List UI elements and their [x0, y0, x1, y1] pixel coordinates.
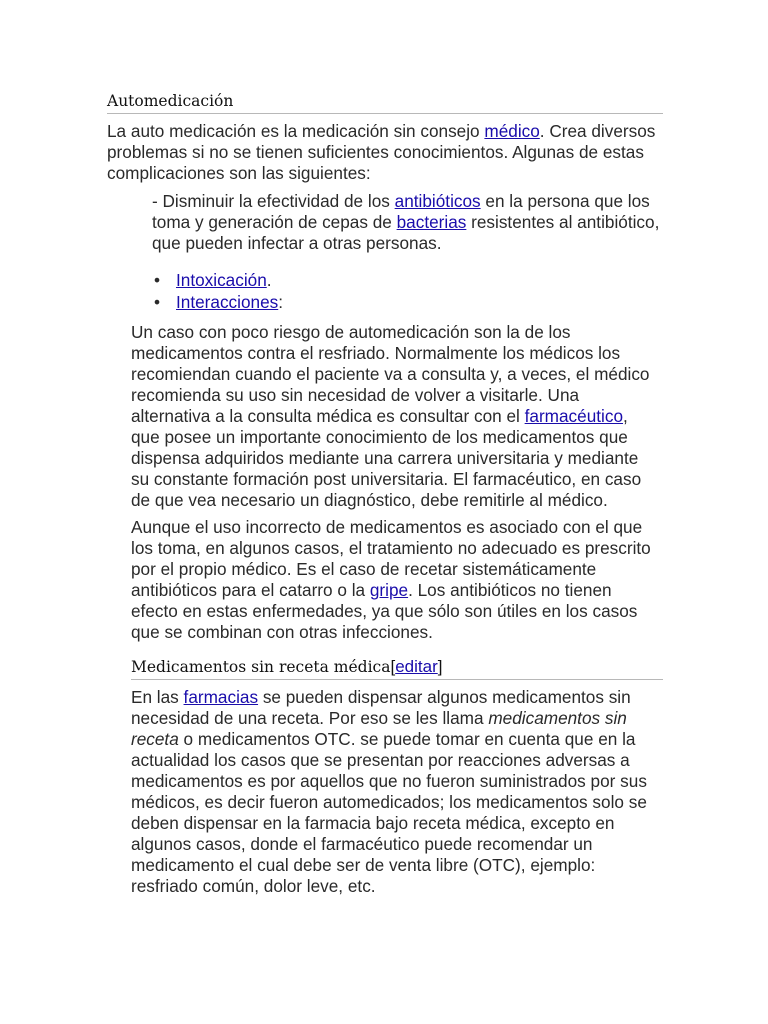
link-intoxicacion[interactable]: Intoxicación — [176, 270, 267, 290]
link-antibioticos[interactable]: antibióticos — [394, 191, 481, 211]
text-segment: se pueden dispensar algunos medicamentos sin necesidad de una receta. Por eso se les llama — [131, 687, 631, 728]
heading-automedicacion — [107, 91, 663, 114]
text-segment: Aunque el uso incorrecto de medicamentos es asociado con el que los toma, en algunos casos, el tratamiento no adecuado es prescrito por el propio médico. Es el caso de recetar sistemáticamente antibióticos para el catarro o la — [131, 517, 651, 600]
paragraph-intro — [107, 121, 667, 184]
edit-link[interactable]: editar — [395, 657, 438, 676]
text-segment: . Los antibióticos no tienen efecto en estas enfermedades, ya que sólo son útiles en los casos que se combinan con otras infecciones. — [131, 580, 638, 642]
list-item — [152, 269, 283, 291]
text-segment: en la persona que los toma y generación de cepas de — [152, 191, 650, 232]
link-medico[interactable]: médico — [484, 121, 540, 141]
paragraph-sin-receta — [131, 687, 651, 897]
heading-medicamentos-sin-receta-text: Medicamentos sin receta médica — [131, 658, 391, 676]
list-item-suffix: . — [266, 270, 272, 290]
link-bacterias[interactable]: bacterias — [396, 212, 467, 232]
paragraph-uso-incorrecto — [131, 517, 651, 643]
text-segment: o medicamentos OTC. se puede tomar en cuenta que en la actualidad los casos que se presentan por reacciones adversas a medicamentos es por aquellos que no fueron suministrados por sus médicos, es decir fueron automedicados; los medicamentos solo se deben dispensar en la farmacia bajo receta médica, excepto en algunos casos, donde el farmacéutico puede recomendar un medicamento el cual debe ser de venta libre (OTC), ejemplo: resfriado común, dolor leve, etc. — [131, 729, 647, 896]
text-segment: - Disminuir la efectividad de los — [152, 191, 395, 211]
heading-medicamentos-sin-receta — [131, 657, 663, 680]
emphasis-medicamentos-sin-receta: medicamentos sin receta — [131, 708, 627, 749]
edit-bracket-open: [ — [390, 657, 396, 676]
paragraph-resfriado — [131, 322, 651, 511]
bullet-icon: • — [154, 270, 161, 290]
bullet-icon: • — [154, 292, 161, 312]
text-segment: , que posee un importante conocimiento de los medicamentos que dispensa adquiridos mediante una carrera universitaria y mediante su constante formación post universitaria. El farmacéutico, en caso de que vea necesario un diagnóstico, debe remitirle al médico. — [131, 406, 642, 510]
list-item-suffix: : — [278, 292, 284, 312]
list-item — [152, 291, 283, 313]
text-segment: La auto medicación es la medicación sin consejo — [107, 121, 485, 141]
edit-bracket-close: ] — [437, 657, 443, 676]
text-segment: Un caso con poco riesgo de automedicación son la de los medicamentos contra el resfriado. Normalmente los médicos los recomiendan cuando el paciente va a consulta y, a veces, el médico recomienda su uso sin necesidad de volver a visitarle. Una alternativa a la consulta médica es consultar con el — [131, 322, 650, 426]
link-interacciones[interactable]: Interacciones — [176, 292, 279, 312]
link-farmaceutico[interactable]: farmacéutico — [524, 406, 624, 426]
text-segment: resistentes al antibiótico, que pueden infectar a otras personas. — [152, 212, 660, 253]
text-segment: En las — [131, 687, 184, 707]
text-segment: . Crea diversos problemas si no se tienen suficientes conocimientos. Algunas de estas complicaciones son las siguientes: — [107, 121, 656, 183]
link-farmacias[interactable]: farmacias — [183, 687, 259, 707]
heading-automedicacion-text: Automedicación — [107, 92, 234, 110]
complications-list — [152, 269, 283, 313]
paragraph-antibioticos — [152, 191, 672, 254]
link-gripe[interactable]: gripe — [369, 580, 409, 600]
